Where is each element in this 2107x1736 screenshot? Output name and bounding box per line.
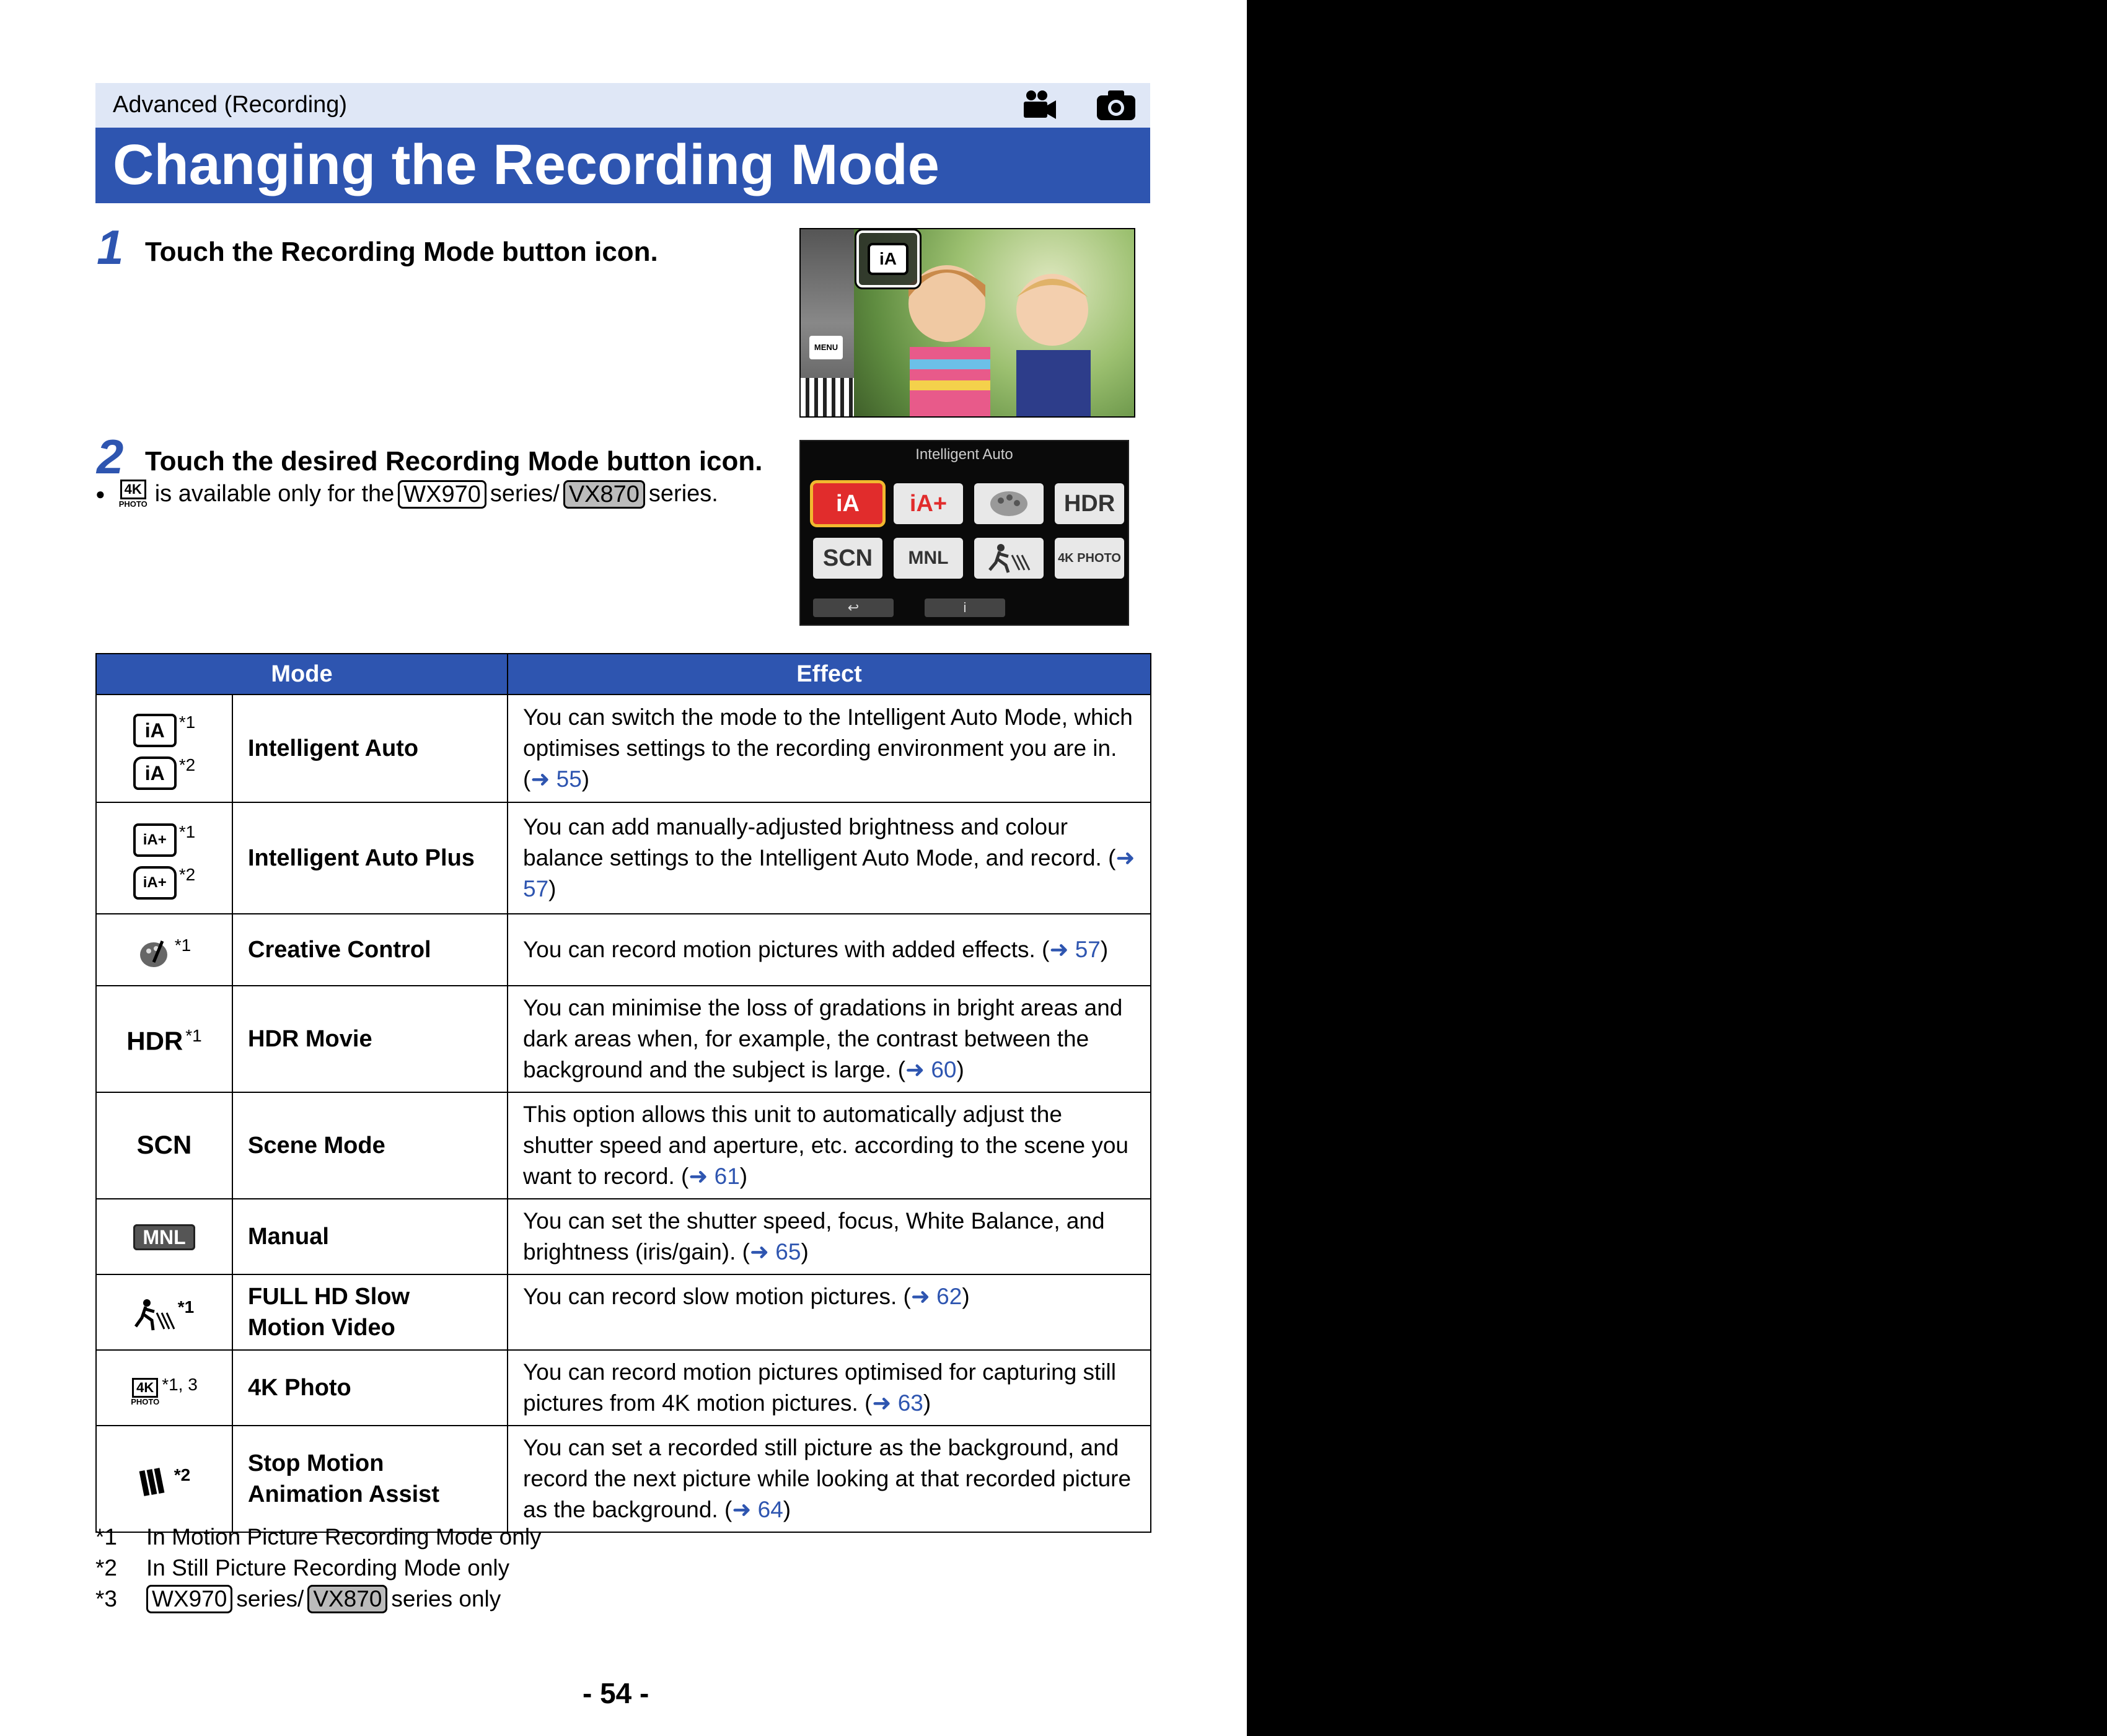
step-2-number: 2 — [97, 429, 124, 484]
black-margin — [1247, 0, 2107, 1736]
mode-button-4k-photo[interactable]: 4K PHOTO — [1055, 538, 1124, 579]
page-title: Changing the Recording Mode — [113, 133, 939, 196]
footnote-3: *3 WX970 series/ VX870 series only — [95, 1585, 501, 1613]
mode-name: Creative Control — [232, 914, 508, 986]
model-wx970: WX970 — [398, 480, 486, 509]
mode-name: Manual — [232, 1199, 508, 1274]
note-text-2: series/ — [490, 481, 560, 507]
mode-button-intelligent-auto-plus[interactable]: iA+ — [894, 483, 963, 524]
header-mode: Mode — [96, 654, 508, 695]
table-header-row — [96, 654, 1151, 695]
intelligent-auto-plus-icon: iA+ — [133, 823, 177, 857]
table-row: 4K PHOTO $^{*1, 3}$ 4K Photo You can record motion pictures optimised for capturing still pictures from 4K motion pictures. (➜ 63) — [96, 1350, 1151, 1426]
table-row: iA $^{*1}$ iA $^{*2}$ Intelligent Auto You can switch the mode to the Intelligent Auto Mode, which optimises settings to the recording environment you are in. (➜ 55) — [96, 695, 1151, 802]
mode-effect: This option allows this unit to automatically adjust the shutter speed and aperture, etc. according to the scene you want to record. (➜ 61) — [508, 1092, 1151, 1199]
header-effect: Effect — [508, 654, 1151, 695]
movie-camera-icon — [1021, 89, 1057, 125]
hdr-icon: HDR — [126, 1026, 183, 1056]
page-link[interactable]: ➜ 60 — [905, 1057, 957, 1082]
page-number: - 54 - — [583, 1677, 649, 1709]
intelligent-auto-icon: iA — [868, 243, 908, 275]
table-row: $^{*1}$ FULL HD Slow Motion Video You can record slow motion pictures. (➜ 62) — [96, 1274, 1151, 1350]
footnote-1: *1 In Motion Picture Recording Mode only — [95, 1524, 542, 1550]
page-link[interactable]: ➜ 64 — [732, 1497, 783, 1522]
mode-name: Scene Mode — [232, 1092, 508, 1199]
model-vx870: VX870 — [563, 480, 645, 509]
slow-motion-runner-icon — [987, 543, 1031, 574]
mode-effect: You can set the shutter speed, focus, White Balance, and brightness (iris/gain). (➜ 65) — [508, 1199, 1151, 1274]
mode-button-slow-motion[interactable] — [974, 538, 1044, 579]
table-row: $^{*2}$ Stop Motion Animation Assist You can set a recorded still picture as the background, and record the next picture while looking at that recorded picture as the background. (➜ 64) — [96, 1426, 1151, 1532]
mode-effect: You can minimise the loss of gradations in bright areas and dark areas when, for example, the contrast between the background and the subject is large. (➜ 60) — [508, 986, 1151, 1092]
mode-button-intelligent-auto[interactable]: iA — [813, 483, 882, 524]
table-row — [96, 1092, 1151, 1199]
page-link[interactable]: ➜ 61 — [688, 1164, 740, 1189]
footnote-2: *2 In Still Picture Recording Mode only — [95, 1555, 510, 1580]
stop-motion-icon — [138, 1467, 172, 1498]
note-text-1: is available only for the — [154, 481, 395, 507]
page-link[interactable]: ➜ 57 — [1049, 937, 1101, 962]
section-header-bar — [95, 83, 1150, 128]
mode-effect: You can record motion pictures with added effects. (➜ 57) — [508, 914, 1151, 986]
title-bar — [95, 128, 1150, 203]
step-1-number: 1 — [97, 220, 124, 274]
mode-name: HDR Movie — [232, 986, 508, 1092]
info-button[interactable]: i — [925, 598, 1005, 617]
mode-effect: You can record motion pictures optimised for capturing still pictures from 4K motion pictures. (➜ 63) — [508, 1350, 1151, 1426]
table-row: HDR $^{*1}$ HDR Movie You can minimise the loss of gradations in bright areas and dark areas when, for example, the contrast between the background and the subject is large. (➜ 60) — [96, 986, 1151, 1092]
screenshot-mode-selection — [799, 440, 1129, 626]
still-camera-icon — [1096, 89, 1137, 125]
page-link[interactable]: ➜ 57 — [523, 845, 1135, 901]
availability-note — [95, 480, 718, 509]
step-2-text: Touch the desired Recording Mode button icon. — [145, 446, 763, 476]
page-link[interactable]: ➜ 62 — [910, 1284, 962, 1309]
manual-icon: MNL — [133, 1224, 195, 1250]
scene-icon: SCN — [136, 1130, 192, 1159]
bullet: ● — [95, 484, 105, 503]
page-link[interactable]: ➜ 63 — [872, 1390, 923, 1416]
recording-mode-button-icon[interactable] — [856, 230, 920, 287]
intelligent-auto-plus-photo-icon: iA+ — [133, 866, 177, 900]
mode-name: FULL HD Slow Motion Video — [232, 1274, 508, 1350]
model-vx870: VX870 — [307, 1585, 387, 1613]
model-wx970: WX970 — [146, 1585, 232, 1613]
4k-photo-icon: 4K PHOTO — [131, 1378, 159, 1406]
mode-name: Intelligent Auto Plus — [232, 802, 508, 914]
table-row: $^{*1}$ Creative Control You can record motion pictures with added effects. (➜ 57) — [96, 914, 1151, 986]
slow-motion-icon — [134, 1298, 175, 1333]
back-button[interactable]: ↩ — [813, 598, 894, 617]
screenshot-recording-screen — [799, 228, 1135, 418]
menu-button-icon: MENU — [809, 336, 843, 359]
mode-button-creative-control[interactable] — [974, 483, 1044, 524]
mode-name: 4K Photo — [232, 1350, 508, 1426]
table-row: iA+ $^{*1}$ iA+ $^{*2}$ Intelligent Auto Plus You can add manually-adjusted brightness and colour balance settings to the Intelligent Auto Mode, and record. (➜ 57) — [96, 802, 1151, 914]
mode-button-manual[interactable]: MNL — [894, 538, 963, 579]
note-text-3: series. — [648, 481, 718, 507]
mode-effect: You can record slow motion pictures. (➜ 62) — [508, 1274, 1151, 1350]
step-1-text: Touch the Recording Mode button icon. — [145, 237, 658, 267]
mode-name: Stop Motion Animation Assist — [232, 1426, 508, 1532]
mode-name: Intelligent Auto — [232, 695, 508, 802]
mode-effect: You can set a recorded still picture as the background, and record the next picture while looking at that recorded picture as the background. (➜ 64) — [508, 1426, 1151, 1532]
table-row — [96, 1199, 1151, 1274]
mode-effect: You can add manually-adjusted brightness and colour balance settings to the Intelligent Auto Mode, and record. (➜ 57) — [508, 802, 1151, 914]
screen-sidebar — [801, 229, 854, 416]
section-label: Advanced (Recording) — [113, 92, 348, 118]
intelligent-auto-icon: iA — [133, 714, 177, 747]
intelligent-auto-photo-icon: iA — [133, 756, 177, 790]
mode-screen-title: Intelligent Auto — [915, 446, 1013, 463]
4k-photo-icon: 4K PHOTO — [119, 480, 147, 509]
recording-mode-table — [95, 653, 1151, 1533]
palette-icon — [987, 488, 1031, 519]
page-link[interactable]: ➜ 55 — [530, 766, 582, 792]
mode-button-scene[interactable]: SCN — [813, 538, 882, 579]
page-link[interactable]: ➜ 65 — [750, 1239, 801, 1265]
mode-button-hdr[interactable]: HDR — [1055, 483, 1124, 524]
creative-control-palette-icon — [138, 937, 172, 970]
mode-effect: You can switch the mode to the Intelligent Auto Mode, which optimises settings to the recording environment you are in. (➜ 55) — [508, 695, 1151, 802]
scroll-strip-icon — [801, 378, 854, 416]
